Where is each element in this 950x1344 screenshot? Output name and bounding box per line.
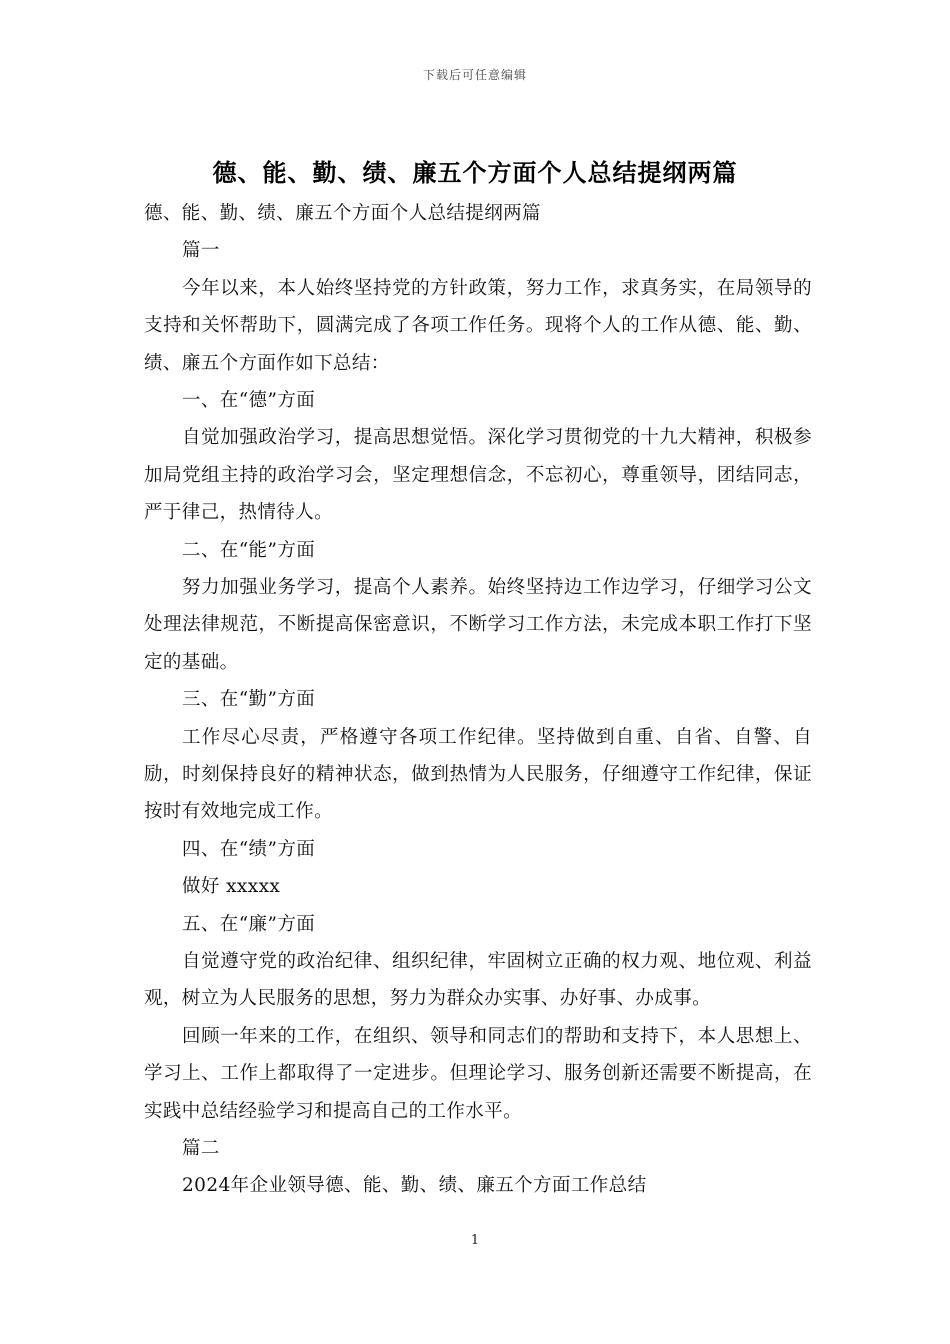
document-body — [144, 195, 812, 1205]
section-heading-lian: 五、在“廉”方面 — [182, 913, 316, 935]
section-heading-de: 一、在“德”方面 — [182, 390, 316, 411]
part-two-title: 2024年企业领导德、能、勤、绩、廉五个方面工作总结 — [182, 1175, 647, 1197]
section-heading-ji: 四、在“绩”方面 — [182, 838, 316, 860]
section-heading-neng: 二、在“能”方面 — [182, 539, 316, 561]
section-text-neng: 努力加强业务学习，提高个人素养。始终坚持边工作边学习，仔细学习公文处理法律规范，不断提高保密意识，不断学习工作方法，未完成本职工作打下坚定的基础。 — [144, 577, 812, 673]
page-number: 1 — [470, 1233, 480, 1248]
part-two-label: 篇二 — [182, 1138, 220, 1160]
intro-paragraph: 今年以来，本人始终坚持党的方针政策，努力工作，求真务实，在局领导的支持和关怀帮助下，圆满完成了各项工作任务。现将个人的工作从德、能、勤、绩、廉五个方面作如下总结： — [144, 277, 812, 374]
section-text-de: 自觉加强政治学习，提高思想觉悟。深化学习贯彻党的十九大精神，积极参加局党组主持的政治学习会，坚定理想信念，不忘初心，尊重领导，团结同志，严于律己，热情待人。 — [144, 427, 812, 524]
document-subtitle: 德、能、勤、绩、廉五个方面个人总结提纲两篇 — [144, 203, 541, 224]
header-note: 下载后可任意编辑 — [422, 68, 527, 82]
part-one-label: 篇一 — [182, 240, 220, 262]
section-text-qin: 工作尽心尽责，严格遵守各项工作纪律。坚持做到自重、自省、自警、自励，时刻保持良好的精神状态，做到热情为人民服务，仔细遵守工作纪律，保证按时有效地完成工作。 — [144, 726, 812, 823]
section-text-lian: 自觉遵守党的政治纪律、组织纪律，牢固树立正确的权力观、地位观、利益观，树立为人民服务的思想，努力为群众办实事、办好事、办成事。 — [144, 951, 812, 1010]
conclusion-paragraph: 回顾一年来的工作，在组织、领导和同志们的帮助和支持下，本人思想上、学习上、工作上都取得了一定进步。但理论学习、服务创新还需要不断提高，在实践中总结经验学习和提高自己的工作水平。 — [144, 1025, 812, 1122]
section-heading-qin: 三、在“勤”方面 — [182, 689, 316, 711]
section-text-ji: 做好 xxxxx — [182, 876, 281, 898]
document-title: 德、能、勤、绩、廉五个方面个人总结提纲两篇 — [212, 158, 738, 187]
